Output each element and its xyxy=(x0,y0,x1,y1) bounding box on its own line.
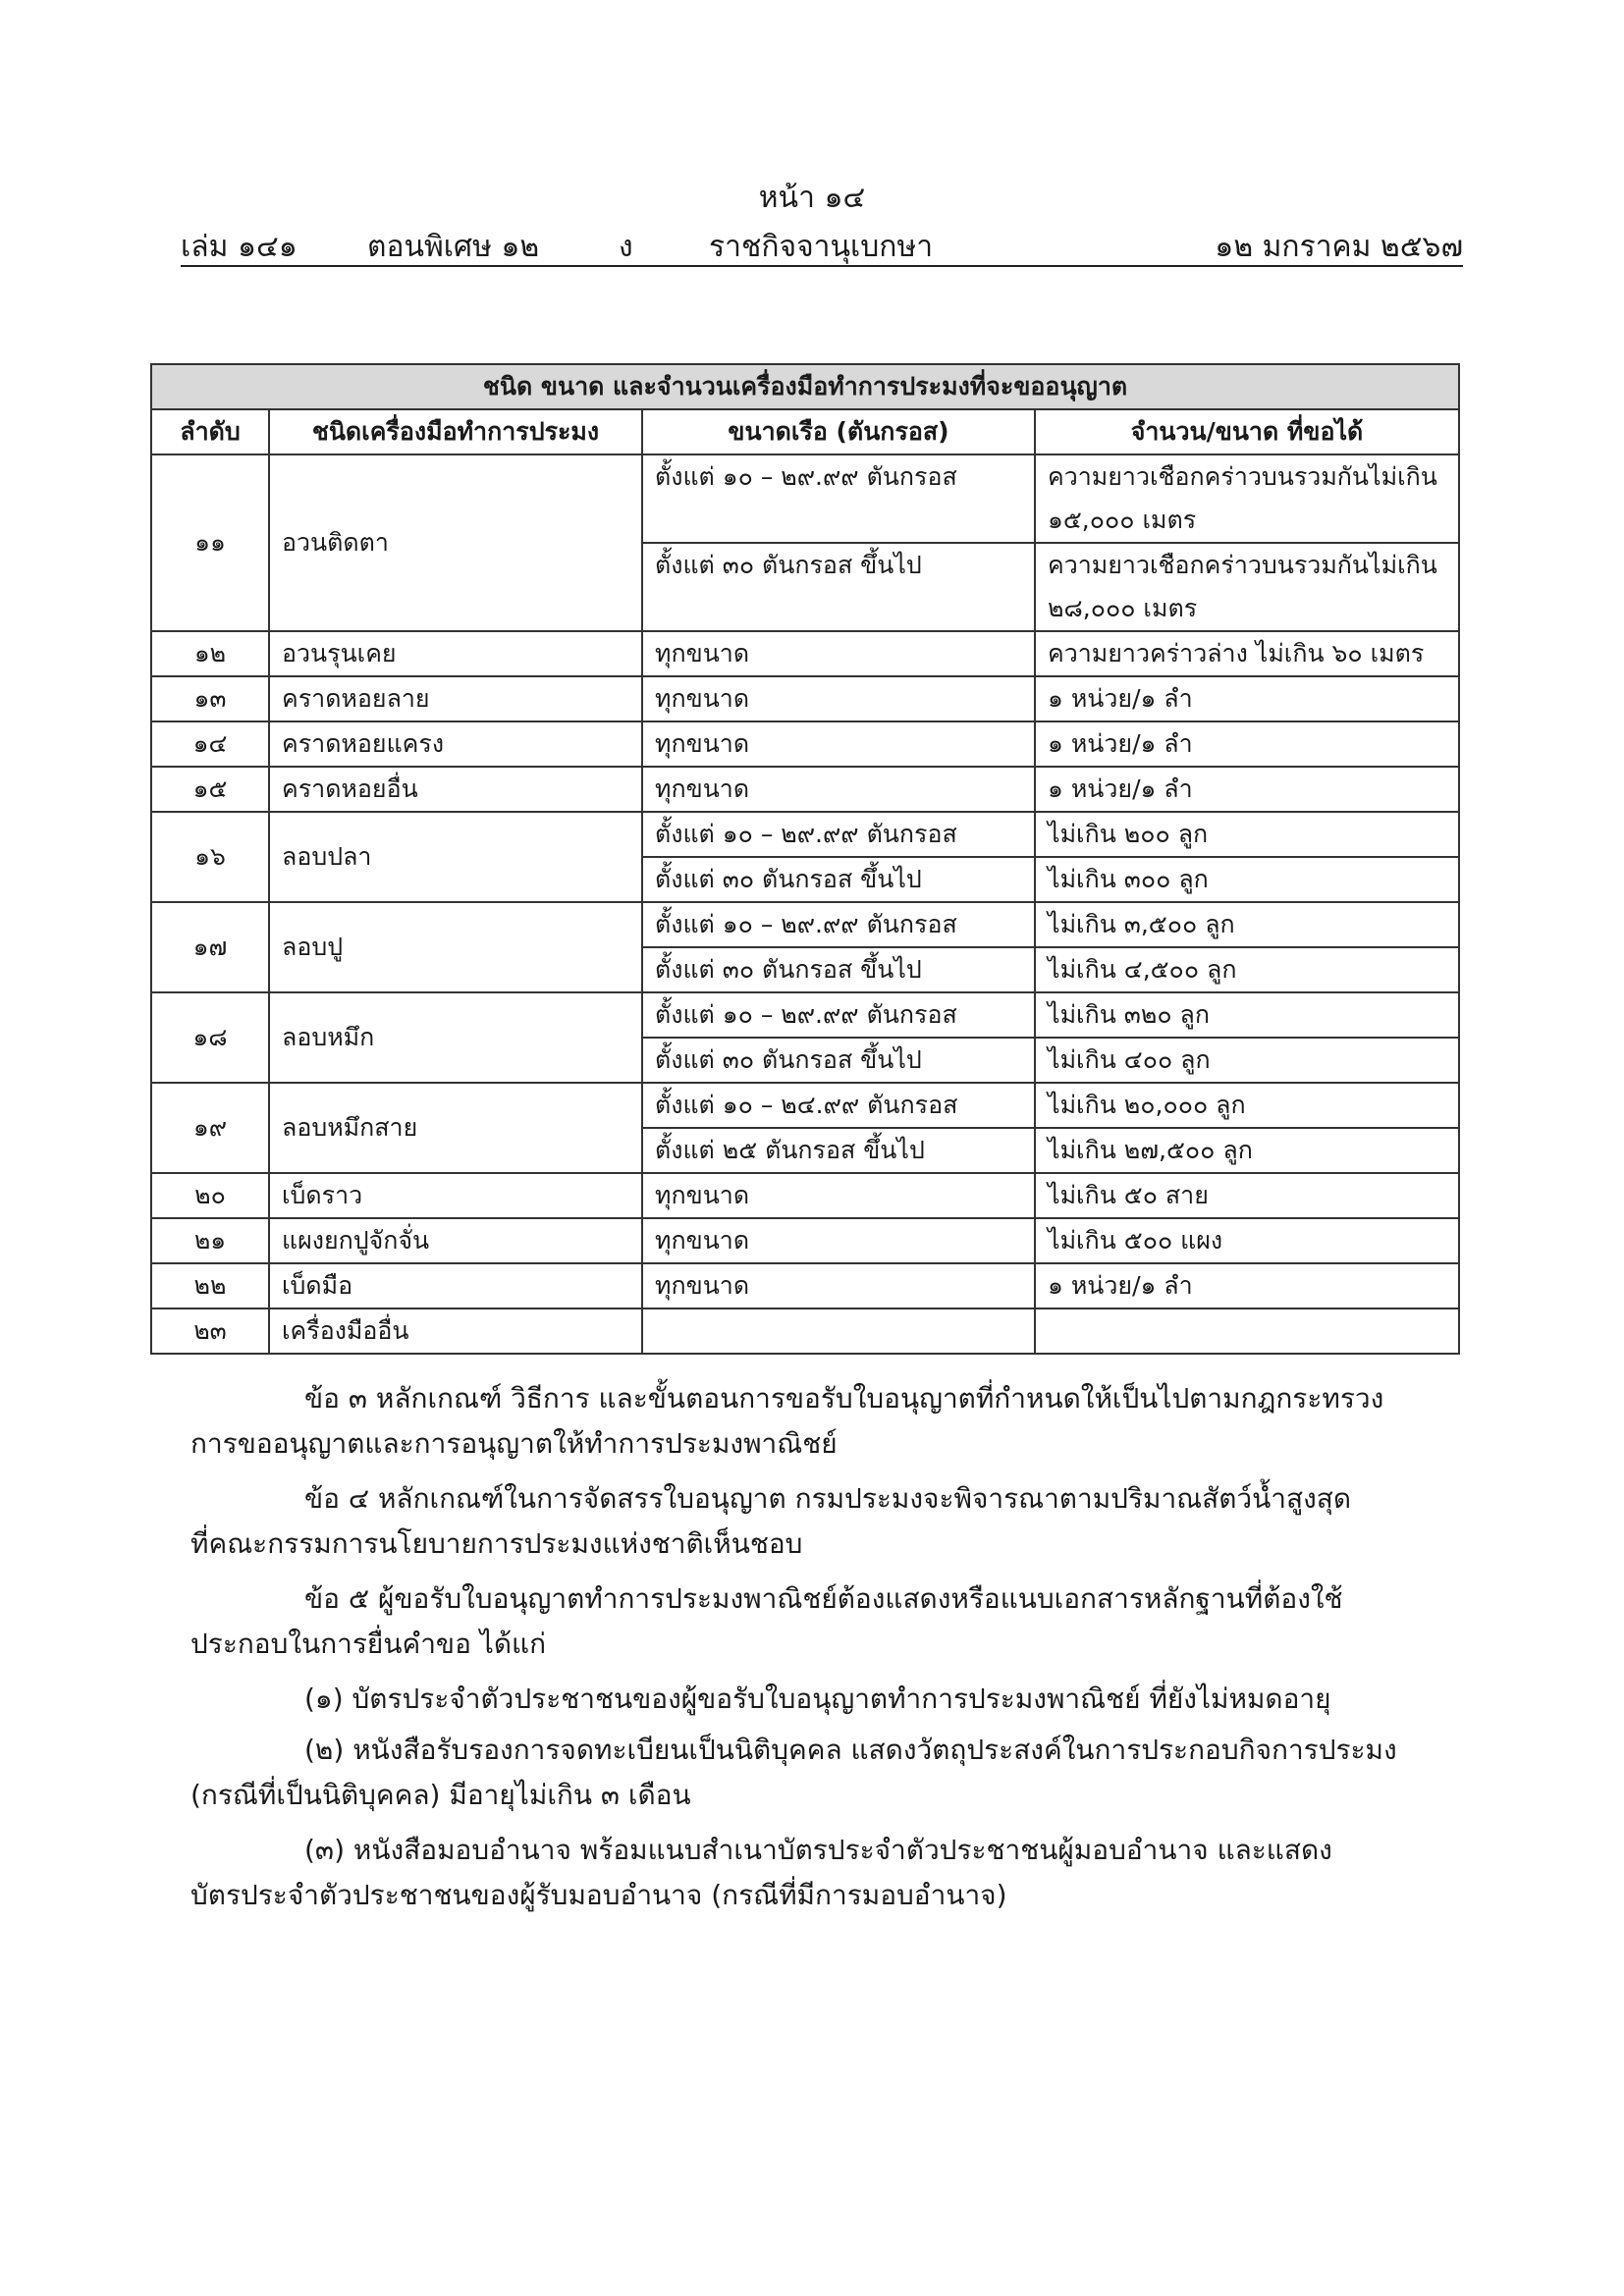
header-type: ชนิดเครื่องมือทำการประมง xyxy=(269,409,642,454)
table-row xyxy=(151,631,1459,676)
gear-type: แผงยกปูจักจั่น xyxy=(269,1218,642,1263)
allowed-amount: ไม่เกิน ๒๐๐ ลูก xyxy=(1035,812,1459,857)
row-number: ๑๗ xyxy=(151,902,269,992)
boat-size: ตั้งแต่ ๑๐ – ๒๙.๙๙ ตันกรอส xyxy=(642,902,1035,947)
allowed-amount: ไม่เกิน ๒๐,๐๐๐ ลูก xyxy=(1035,1083,1459,1128)
allowed-amount: ไม่เกิน ๒๗,๕๐๐ ลูก xyxy=(1035,1128,1459,1173)
allowed-amount: ไม่เกิน ๕๐๐ แผง xyxy=(1035,1218,1459,1263)
clause-5-line-1: ข้อ ๕ ผู้ขอรับใบอนุญาตทำการประมงพาณิชย์ต้องแสดงหรือแนบเอกสารหลักฐานที่ต้องใช้ xyxy=(304,1582,1343,1615)
header-size: ขนาดเรือ (ตันกรอส) xyxy=(642,409,1035,454)
boat-size: ทุกขนาด xyxy=(642,676,1035,721)
allowed-amount: ไม่เกิน ๓๐๐ ลูก xyxy=(1035,857,1459,902)
section-label: ง xyxy=(619,230,633,264)
gazette-header xyxy=(181,218,1463,267)
row-number: ๒๒ xyxy=(151,1263,269,1308)
table-row xyxy=(151,812,1459,857)
gear-type: ลอบหมึกสาย xyxy=(269,1083,642,1173)
gear-type: เบ็ดมือ xyxy=(269,1263,642,1308)
issue-label: ตอนพิเศษ ๑๒ xyxy=(367,230,540,264)
item-2-line-1: (๒) หนังสือรับรองการจดทะเบียนเป็นนิติบุคคล แสดงวัตถุประสงค์ในการประกอบกิจการประมง xyxy=(304,1734,1397,1766)
row-number: ๑๔ xyxy=(151,721,269,767)
document-item-2 xyxy=(190,1728,1457,1818)
allowed-amount: ไม่เกิน ๕๐ สาย xyxy=(1035,1173,1459,1218)
boat-size: ทุกขนาด xyxy=(642,1263,1035,1308)
allowed-amount: ความยาวเชือกคร่าวบนรวมกันไม่เกิน xyxy=(1035,454,1459,499)
volume-label: เล่ม ๑๔๑ xyxy=(181,230,298,264)
allowed-amount xyxy=(1035,1308,1459,1354)
allowed-amount: ๑ หน่วย/๑ ลำ xyxy=(1035,676,1459,721)
allowed-amount: ไม่เกิน ๓,๕๐๐ ลูก xyxy=(1035,902,1459,947)
table-row xyxy=(151,992,1459,1038)
clause-3 xyxy=(190,1376,1457,1467)
gear-type: คราดหอยอื่น xyxy=(269,767,642,812)
row-number: ๑๖ xyxy=(151,812,269,902)
table-row xyxy=(151,1263,1459,1308)
row-number: ๑๕ xyxy=(151,767,269,812)
boat-size xyxy=(642,1308,1035,1354)
row-number: ๒๐ xyxy=(151,1173,269,1218)
table-row xyxy=(151,902,1459,947)
allowed-amount: ไม่เกิน ๓๒๐ ลูก xyxy=(1035,992,1459,1038)
table-row xyxy=(151,1308,1459,1354)
gear-type: ลอบปู xyxy=(269,902,642,992)
boat-size: ตั้งแต่ ๑๐ – ๒๙.๙๙ ตันกรอส xyxy=(642,454,1035,543)
gear-type: เบ็ดราว xyxy=(269,1173,642,1218)
boat-size: ทุกขนาด xyxy=(642,767,1035,812)
allowed-amount: ไม่เกิน ๔,๕๐๐ ลูก xyxy=(1035,947,1459,992)
allowed-amount: ๑ หน่วย/๑ ลำ xyxy=(1035,767,1459,812)
boat-size: ทุกขนาด xyxy=(642,631,1035,676)
row-number: ๑๘ xyxy=(151,992,269,1083)
allowed-amount: ๑๕,๐๐๐ เมตร xyxy=(1035,499,1459,543)
allowed-amount: ความยาวเชือกคร่าวบนรวมกันไม่เกิน xyxy=(1035,543,1459,587)
gear-type: อวนรุนเคย xyxy=(269,631,642,676)
allowed-amount: ความยาวคร่าวล่าง ไม่เกิน ๖๐ เมตร xyxy=(1035,631,1459,676)
row-number: ๑๒ xyxy=(151,631,269,676)
boat-size: ทุกขนาด xyxy=(642,1218,1035,1263)
row-number: ๑๙ xyxy=(151,1083,269,1173)
row-number: ๒๑ xyxy=(151,1218,269,1263)
header-amount: จำนวน/ขนาด ที่ขอได้ xyxy=(1035,409,1459,454)
item-3-line-2: บัตรประจำตัวประชาชนของผู้รับมอบอำนาจ (กรณีที่มีการมอบอำนาจ) xyxy=(190,1879,1007,1911)
table-row xyxy=(151,767,1459,812)
row-number: ๑๓ xyxy=(151,676,269,721)
boat-size: ตั้งแต่ ๓๐ ตันกรอส ขึ้นไป xyxy=(642,947,1035,992)
document-item-1 xyxy=(190,1677,1457,1722)
boat-size: ทุกขนาด xyxy=(642,1173,1035,1218)
table-row xyxy=(151,454,1459,499)
clause-3-line-2: การขออนุญาตและการอนุญาตให้ทำการประมงพาณิชย์ xyxy=(190,1427,838,1460)
gear-type: อวนติดตา xyxy=(269,454,642,631)
item-3-line-1: (๓) หนังสือมอบอำนาจ พร้อมแนบสำเนาบัตรประจำตัวประชาชนผู้มอบอำนาจ และแสดง xyxy=(304,1834,1332,1866)
gear-type: ลอบปลา xyxy=(269,812,642,902)
table-row xyxy=(151,676,1459,721)
allowed-amount: ๑ หน่วย/๑ ลำ xyxy=(1035,1263,1459,1308)
page-number: หน้า ๑๔ xyxy=(758,181,866,215)
clause-4-line-2: ที่คณะกรรมการนโยบายการประมงแห่งชาติเห็นชอบ xyxy=(190,1527,803,1560)
boat-size: ตั้งแต่ ๓๐ ตันกรอส ขึ้นไป xyxy=(642,1038,1035,1083)
item-2-line-2: (กรณีที่เป็นนิติบุคคล) มีอายุไม่เกิน ๓ เดือน xyxy=(190,1779,691,1811)
gear-type: คราดหอยแครง xyxy=(269,721,642,767)
row-number: ๑๑ xyxy=(151,454,269,631)
publication-date: ๑๒ มกราคม ๒๕๖๗ xyxy=(1215,230,1463,264)
gear-type: ลอบหมึก xyxy=(269,992,642,1083)
table-row xyxy=(151,1173,1459,1218)
publication-name: ราชกิจจานุเบกษา xyxy=(709,230,934,264)
boat-size: ตั้งแต่ ๒๕ ตันกรอส ขึ้นไป xyxy=(642,1128,1035,1173)
table-title: ชนิด ขนาด และจำนวนเครื่องมือทำการประมงที่จะขออนุญาต xyxy=(151,364,1459,409)
table-row xyxy=(151,1218,1459,1263)
header-no: ลำดับ xyxy=(151,409,269,454)
allowed-amount: ๑ หน่วย/๑ ลำ xyxy=(1035,721,1459,767)
gear-type: เครื่องมืออื่น xyxy=(269,1308,642,1354)
boat-size: ตั้งแต่ ๑๐ – ๒๙.๙๙ ตันกรอส xyxy=(642,992,1035,1038)
document-item-3 xyxy=(190,1828,1457,1918)
boat-size: ตั้งแต่ ๓๐ ตันกรอส ขึ้นไป xyxy=(642,857,1035,902)
row-number: ๒๓ xyxy=(151,1308,269,1354)
boat-size: ทุกขนาด xyxy=(642,721,1035,767)
table-row xyxy=(151,1083,1459,1128)
boat-size: ตั้งแต่ ๓๐ ตันกรอส ขึ้นไป xyxy=(642,543,1035,631)
item-1-line-1: (๑) บัตรประจำตัวประชาชนของผู้ขอรับใบอนุญาตทำการประมงพาณิชย์ ที่ยังไม่หมดอายุ xyxy=(304,1682,1331,1715)
clause-5 xyxy=(190,1576,1457,1667)
clause-5-line-2: ประกอบในการยื่นคำขอ ได้แก่ xyxy=(190,1628,547,1660)
fishing-gear-table xyxy=(150,363,1460,1355)
boat-size: ตั้งแต่ ๑๐ – ๒๔.๙๙ ตันกรอส xyxy=(642,1083,1035,1128)
clause-4-line-1: ข้อ ๔ หลักเกณฑ์ในการจัดสรรใบอนุญาต กรมประมงจะพิจารณาตามปริมาณสัตว์น้ำสูงสุด xyxy=(304,1482,1352,1515)
clause-3-line-1: ข้อ ๓ หลักเกณฑ์ วิธีการ และขั้นตอนการขอรับใบอนุญาตที่กำหนดให้เป็นไปตามกฎกระทรวง xyxy=(304,1382,1384,1415)
clause-4 xyxy=(190,1476,1457,1567)
boat-size: ตั้งแต่ ๑๐ – ๒๙.๙๙ ตันกรอส xyxy=(642,812,1035,857)
allowed-amount: ๒๘,๐๐๐ เมตร xyxy=(1035,587,1459,631)
allowed-amount: ไม่เกิน ๔๐๐ ลูก xyxy=(1035,1038,1459,1083)
table-row xyxy=(151,721,1459,767)
table-header-row xyxy=(151,409,1459,454)
gear-type: คราดหอยลาย xyxy=(269,676,642,721)
